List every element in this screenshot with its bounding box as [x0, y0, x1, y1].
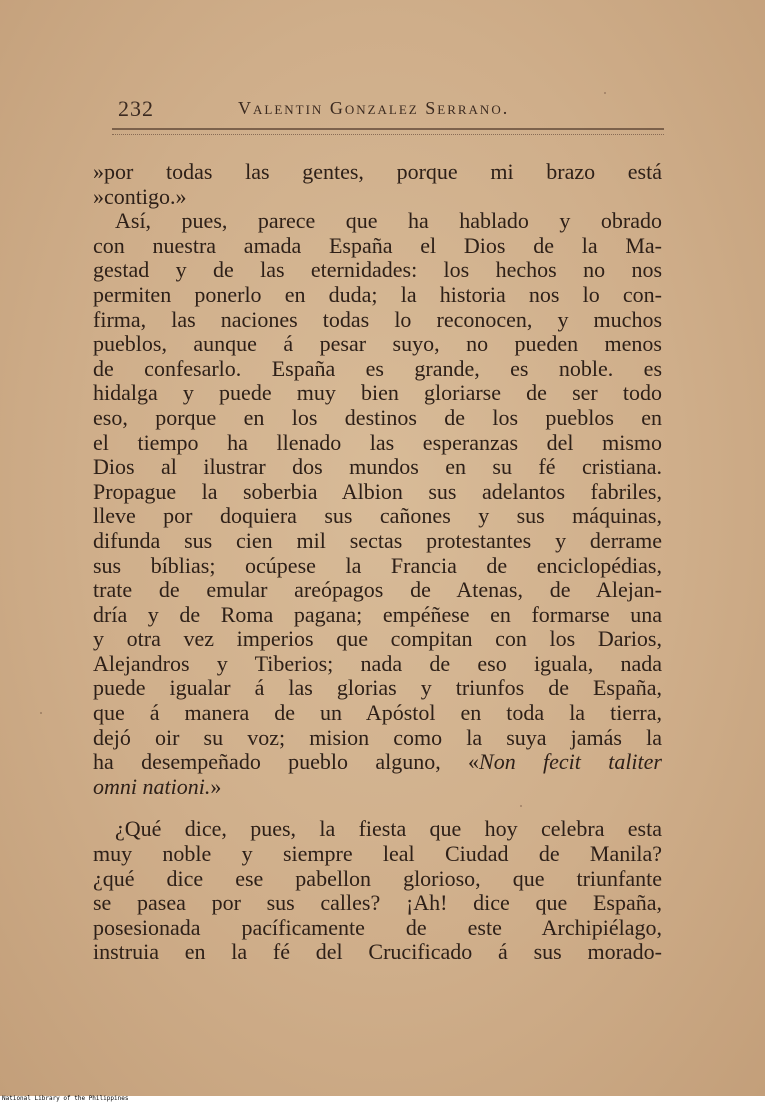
header-rule [112, 128, 664, 135]
text-line: trate de emular areópagos de Atenas, de Alejan- [93, 577, 662, 603]
text-line: de confesarlo. España es grande, es noble. es [93, 355, 662, 381]
text-line: muy noble y siempre leal Ciudad de Manila? [93, 841, 662, 867]
library-credit: National Library of the Philippines [2, 1095, 129, 1102]
text-line: puede igualar á las glorias y triunfos de España, [93, 675, 662, 701]
text-line-mixed [93, 775, 662, 800]
text-line: Propague la soberbia Albion sus adelantos fabriles, [93, 478, 662, 504]
paragraph-1 [93, 160, 662, 209]
text-line: dría y de Roma pagana; empéñese en formarse una [93, 601, 662, 627]
text-line: el tiempo ha llenado las esperanzas del mismo [93, 429, 662, 455]
text-line: instruia en la fé del Crucificado á sus morado- [93, 939, 662, 965]
paper-speck [40, 712, 42, 714]
text-line: gestad y de las eternidades: los hechos no nos [93, 257, 662, 283]
text-line: que á manera de un Apóstol en toda la tierra, [93, 700, 662, 726]
text-line: hidalga y puede muy bien gloriarse de ser todo [93, 380, 662, 406]
closing-quote-mark: » [210, 773, 222, 799]
text-line: Dios al ilustrar dos mundos en su fé cristiana. [93, 454, 662, 480]
text-line: pueblos, aunque á pesar suyo, no pueden menos [93, 331, 662, 357]
text-line: Alejandros y Tiberios; nada de eso iguala, nada [93, 650, 662, 676]
latin-quote: Non fecit taliter [479, 749, 662, 775]
paper-speck [520, 805, 522, 807]
page-header [118, 96, 663, 126]
text-line: eso, porque en los destinos de los pueblos en [93, 404, 662, 430]
text-line: firma, las naciones todas lo reconocen, y muchos [93, 306, 662, 332]
text-line: se pasea por sus calles? ¡Ah! dice que España, [93, 890, 662, 916]
latin-quote-end: omni nationi. [93, 773, 211, 799]
text-segment: ha desempeñado pueblo alguno, « [93, 749, 480, 775]
text-line-mixed [93, 750, 662, 775]
page-number: 232 [118, 96, 154, 121]
text-line: difunda sus cien mil sectas protestantes y derrame [93, 527, 662, 553]
text-line: ¿Qué dice, pues, la fiesta que hoy celebra esta [115, 816, 662, 842]
text-line: y otra vez imperios que compitan con los Darios, [93, 626, 662, 652]
body-text [93, 160, 662, 965]
paragraph-2 [93, 209, 662, 799]
paragraph-3 [93, 817, 662, 965]
text-line: Así, pues, parece que ha hablado y obrado [115, 208, 662, 234]
text-line: lleve por doquiera sus cañones y sus máquinas, [93, 503, 662, 529]
running-head: Valentin Gonzalez Serrano. [238, 98, 510, 118]
paper-speck [604, 92, 606, 94]
text-line: con nuestra amada España el Dios de la Ma- [93, 232, 662, 258]
text-line: »por todas las gentes, porque mi brazo está [93, 159, 662, 184]
text-line: dejó oir su voz; mision como la suya jamás la [93, 724, 662, 750]
text-line: ¿qué dice ese pabellon glorioso, que triunfante [93, 865, 662, 891]
text-line: »contigo.» [93, 183, 187, 209]
text-line: sus bíblias; ocúpese la Francia de enciclopédias, [93, 552, 662, 578]
text-line: posesionada pacíficamente de este Archipiélago, [93, 914, 662, 940]
text-line: permiten ponerlo en duda; la historia nos lo con- [93, 281, 662, 307]
